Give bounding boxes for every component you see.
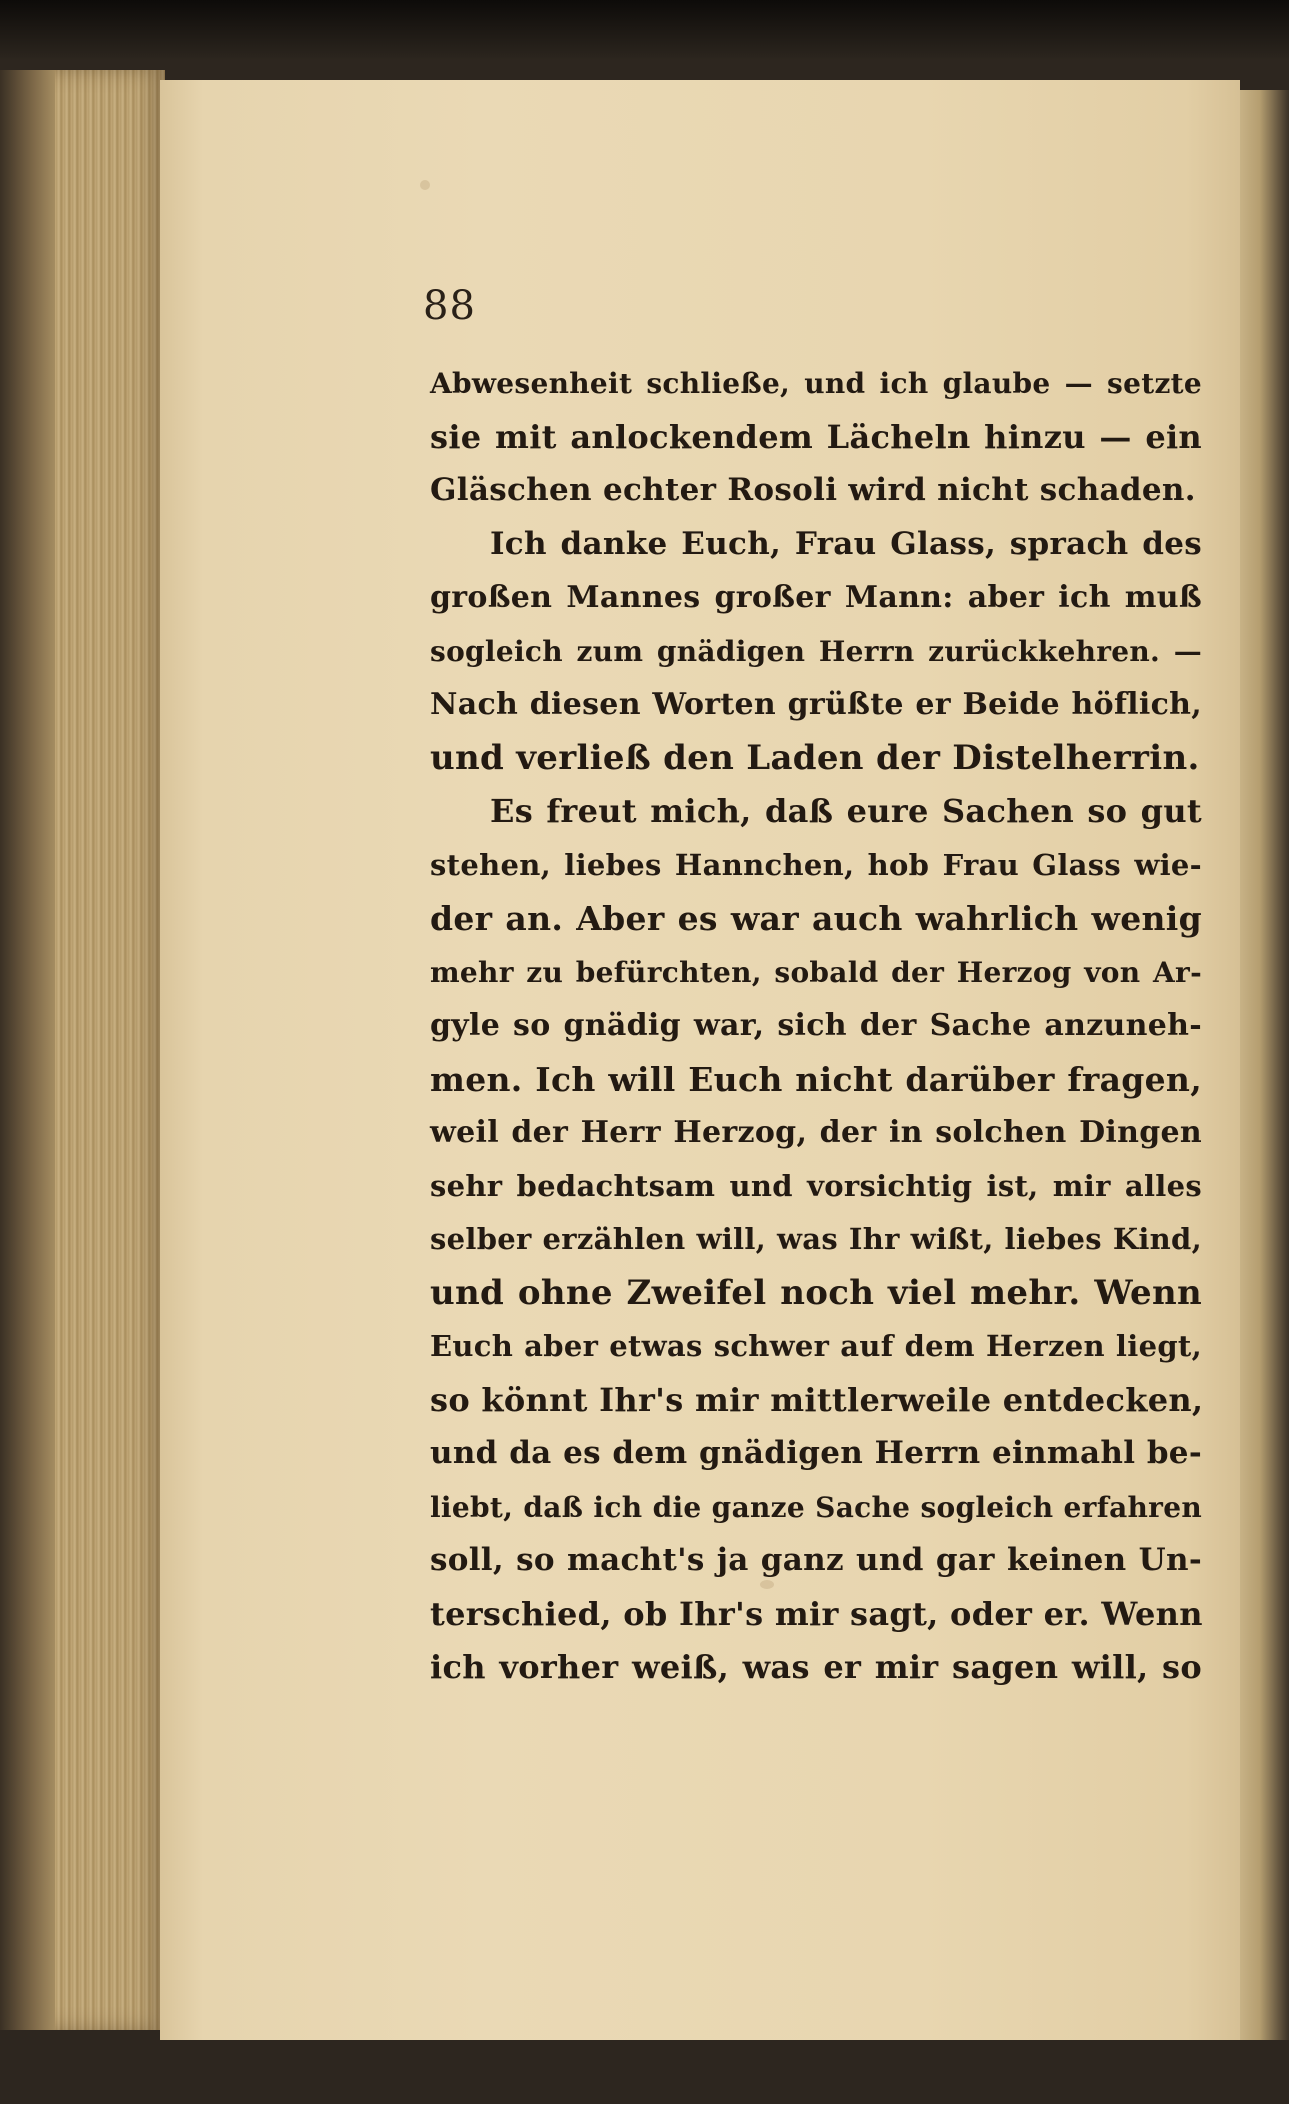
text-line: der an. Aber es war auch wahrlich wenig [430, 899, 1202, 938]
text-line: Euch aber etwas schwer auf dem Herzen liegt, [430, 1329, 1202, 1363]
text-line: Ich danke Euch, Frau Glass, sprach des [490, 525, 1202, 562]
body-text [430, 357, 1202, 1695]
text-line: selber erzählen will, was Ihr wißt, liebes Kind, [430, 1222, 1202, 1256]
text-line: sogleich zum gnädigen Herrn zurückkehren. — [430, 634, 1202, 668]
page-number: 88 [423, 283, 476, 329]
text-line: weil der Herr Herzog, der in solchen Dingen [430, 1115, 1202, 1150]
text-line: terschied, ob Ihr's mir sagt, oder er. Wenn [430, 1594, 1203, 1633]
text-line: stehen, liebes Hannchen, hob Frau Glass wie- [430, 847, 1202, 882]
text-line: großen Mannes großer Mann: aber ich muß [430, 580, 1202, 615]
text-line: und verließ den Laden der Distelherrin. [430, 737, 1200, 778]
text-line: Es freut mich, daß eure Sachen so gut [490, 792, 1202, 830]
text-line: sie mit anlockendem Lächeln hinzu — ein [430, 417, 1202, 456]
text-line: ich vorher weiß, was er mir sagen will, so [430, 1648, 1202, 1686]
next-page-edge [1240, 90, 1289, 2040]
text-line: Gläschen echter Rosoli wird nicht schaden. [430, 472, 1196, 508]
text-line: Abwesenheit schließe, und ich glaube — setzte [430, 367, 1202, 400]
text-line: sehr bedachtsam und vorsichtig ist, mir alles [430, 1168, 1202, 1203]
text-line: und ohne Zweifel noch viel mehr. Wenn [430, 1272, 1202, 1313]
binding-shadow [0, 70, 55, 2030]
text-line: liebt, daß ich die ganze Sache sogleich erfahren [430, 1490, 1202, 1524]
text-line: so könnt Ihr's mir mittlerweile entdecken, [430, 1380, 1204, 1419]
text-line: und da es dem gnädigen Herrn einmahl be- [430, 1435, 1202, 1471]
foxing-spot [420, 180, 430, 190]
text-line: mehr zu befürchten, sobald der Herzog von Ar- [430, 955, 1202, 989]
text-line: men. Ich will Euch nicht darüber fragen, [430, 1059, 1202, 1099]
text-line: gyle so gnädig war, sich der Sache anzuneh- [430, 1008, 1202, 1043]
text-line: Nach diesen Worten grüßte er Beide höflich, [430, 687, 1202, 722]
text-line: soll, so macht's ja ganz und gar keinen Un- [430, 1542, 1202, 1578]
